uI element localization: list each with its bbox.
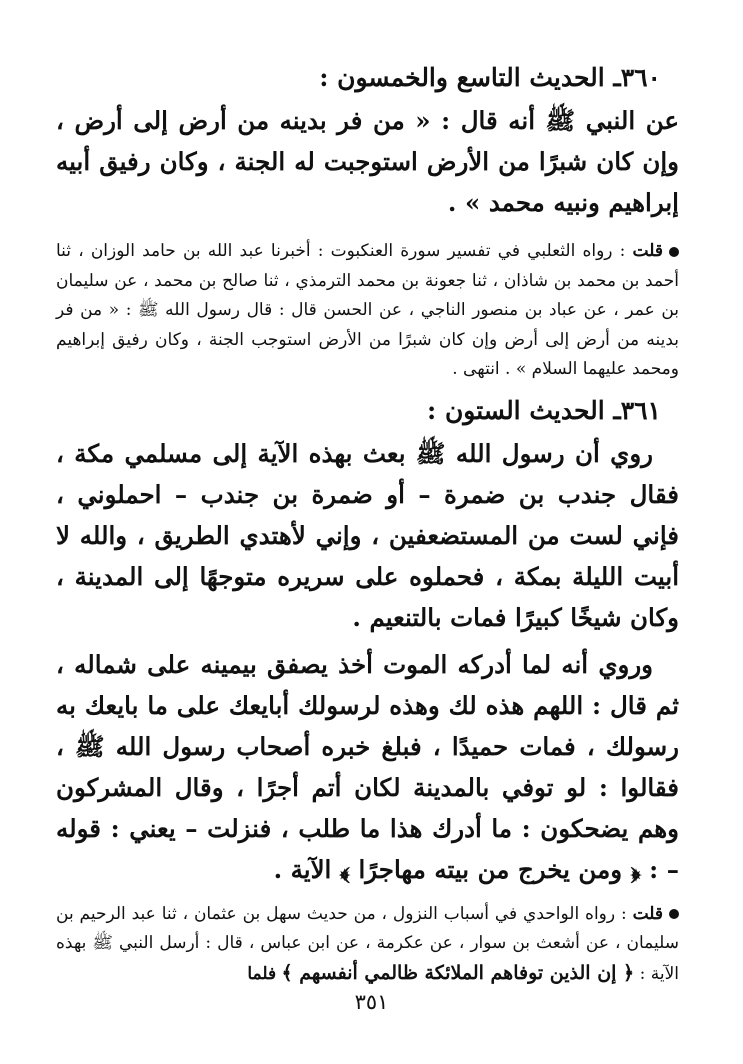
hadith-361-paragraph-1: روي أن رسول الله ﷺ بعث بهذه الآية إلى مسلمي مكة ، فقال جندب بن ضمرة – أو ضمرة بن جندب – احملوني ، فإني لست من المستضعفين ، وإني لأهتدي الطريق ، والله لا أبيت الليلة بمكة ، فحملوه على سريره متوجهًا إلى المدينة ، وكان شيخًا كبيرًا فمات بالتنعيم . xyxy=(56,438,679,632)
note-361-lead: قلت xyxy=(632,903,664,924)
hadith-361-heading: ٣٦١ـ الحديث الستون : xyxy=(427,395,661,425)
note-360-lead: قلت xyxy=(632,241,663,261)
note-361 xyxy=(56,900,679,990)
note-360-text: : رواه الثعلبي في تفسير سورة العنكبوت : أخبرنا عبد الله بن حامد الوزان ، ثنا أحمد بن محمد بن شاذان ، ثنا جعونة بن محمد الترمذي ، ثنا صالح بن محمد ، عن سليمان بن عمر ، عن عباد بن منصور الناجي ، عن الحسن قال : قال رسول الله ﷺ : « من فر بدينه من أرض إلى أرض وإن كان شبرًا من الأرض استوجب الجنة ، وكان رفيق إبراهيم ومحمد عليهما السلام » . انتهى . xyxy=(56,241,679,379)
note-361-verse: ﴿ إن الذين توفاهم الملائكة ظالمي أنفسهم ﴾ xyxy=(281,961,635,984)
page-number: ٣٥١ xyxy=(354,990,389,1014)
bullet-icon xyxy=(669,247,679,257)
hadith-361-paragraph-2: وروي أنه لما أدركه الموت أخذ يصفق بيمينه على شماله ، ثم قال : اللهم هذه لك وهذه لرسولك أبايعك على ما بايعك به رسولك ، فمات حميدًا ، فبلغ خبره أصحاب رسول الله ﷺ ، فقالوا : لو توفي بالمدينة لكان أتم أجرًا ، وقال المشركون وهم يضحكون : ما أدرك هذا ما طلب ، فنزلت – يعني : قوله – : ﴿ ومن يخرج من بيته مهاجرًا ﴾ الآية . xyxy=(56,649,679,884)
hadith-360-heading: ٣٦٠ـ الحديث التاسع والخمسون : xyxy=(319,63,661,92)
hadith-360-text: عن النبي ﷺ أنه قال : « من فر بدينه من أرض إلى أرض ، وإن كان شبرًا من الأرض استوجبت له الجنة ، وكان رفيق أبيه إبراهيم ونبيه محمد » . xyxy=(56,106,679,217)
note-360 xyxy=(56,237,679,385)
note-361-tail: فلما xyxy=(247,963,277,984)
bullet-icon xyxy=(669,909,679,919)
note-361-text: : رواه الواحدي في أسباب النزول ، من حديث سهل بن عثمان ، ثنا عبد الرحيم بن سليمان ، عن أشعث بن سوار ، عن عكرمة ، عن ابن عباس ، قال : أرسل النبي ﷺ بهذه الآية : xyxy=(56,903,679,984)
